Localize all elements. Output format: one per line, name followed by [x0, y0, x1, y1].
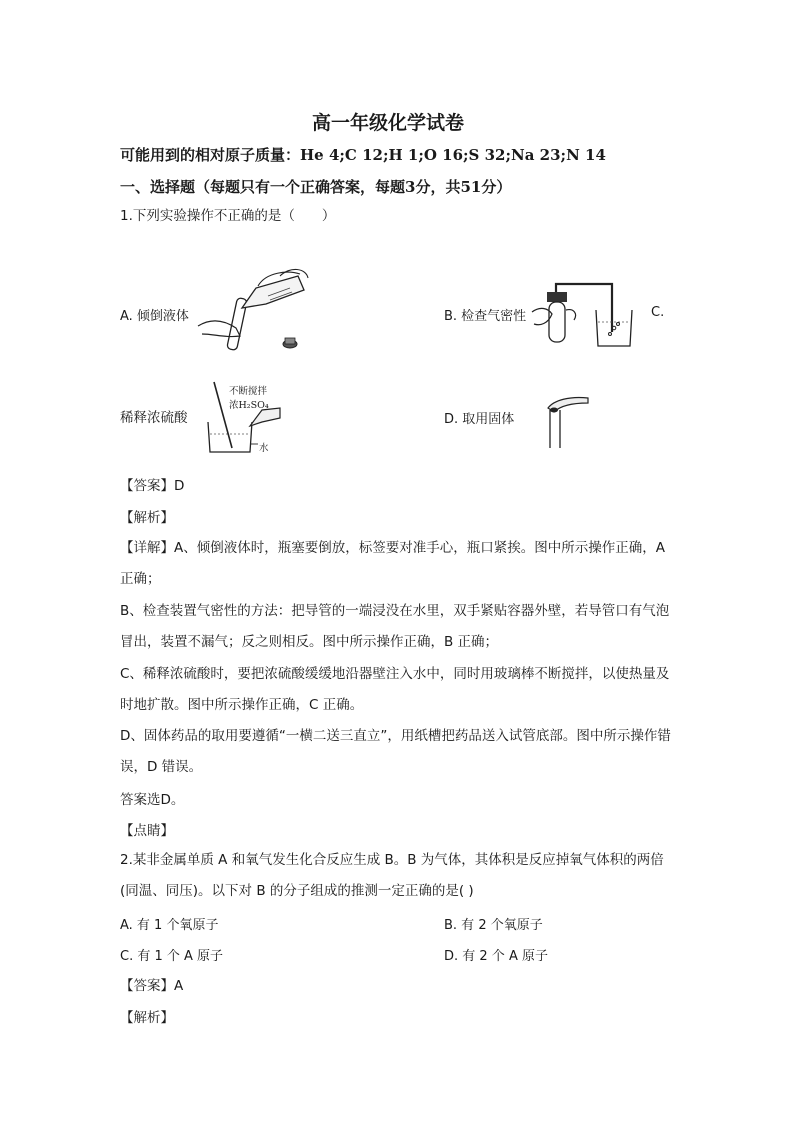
q1-option-c-letter: C. — [651, 305, 665, 320]
q1-answer — [120, 476, 184, 496]
figure-label-acid: 浓H₂SO₄ — [229, 400, 269, 411]
q2-stem: 2.某非金属单质 A 和氧气发生化合反应生成 B。B 为气体，其体积是反应掉氧气体积的两倍(同温、同压)。以下对 B 的分子组成的推测一定正确的是( ) — [120, 852, 664, 899]
q1-comment-tag: 【点睛】 — [120, 823, 174, 839]
answer-value: D — [174, 478, 185, 494]
q1-conclusion: 答案选D。 — [120, 792, 185, 808]
q1-detail-d: D、固体药品的取用要遵循“一横二送三直立”，用纸槽把药品送入试管底部。图中所示操作错误，D 错误。 — [120, 728, 671, 775]
q2-option-b: B. 有 2 个氧原子 — [444, 918, 543, 933]
atomic-masses-line: 可能用到的相对原子质量：He 4;C 12;H 1;O 16;S 32;Na 23;N 14 — [120, 146, 606, 164]
q1-detail-b: B、检查装置气密性的方法：把导管的一端浸没在水里，双手紧贴容器外壁，若导管口有气泡冒出，装置不漏气；反之则相反。图中所示操作正确，B 正确； — [120, 603, 670, 650]
q1-stem: 1.下列实验操作不正确的是（ ） — [120, 208, 336, 224]
answer-value: A — [174, 978, 184, 994]
q2-answer — [120, 976, 183, 996]
detail-text-a: A、倾倒液体时，瓶塞要倒放，标签要对准手心，瓶口紧挨。图中所示操作正确，A 正确； — [120, 540, 665, 587]
take-solid-figure — [544, 394, 594, 450]
q1-option-d: D. 取用固体 — [444, 412, 515, 427]
section-heading: 一、选择题（每题只有一个正确答案，每题3分，共51分） — [120, 178, 512, 196]
q1-detail-a — [120, 533, 680, 595]
airtightness-check-figure — [530, 280, 640, 350]
page-title: 高一年级化学试卷 — [312, 112, 465, 134]
answer-tag: 【答案】 — [120, 478, 174, 494]
figure-label-water: 水 — [259, 443, 269, 454]
pouring-liquid-figure — [196, 268, 311, 352]
q1-option-b: B. 检查气密性 — [444, 309, 527, 324]
q2-option-d: D. 有 2 个 A 原子 — [444, 949, 548, 964]
q2-option-c: C. 有 1 个 A 原子 — [120, 949, 224, 964]
q1-detail-c: C、稀释浓硫酸时，要把浓硫酸缓缓地沿器壁注入水中，同时用玻璃棒不断搅拌，以使热量及时地扩散。图中所示操作正确，C 正确。 — [120, 666, 670, 713]
q1-option-a: A. 倾倒液体 — [120, 309, 189, 324]
q2-analysis-tag: 【解析】 — [120, 1010, 174, 1026]
q1-option-c-text: 稀释浓硫酸 — [120, 410, 188, 426]
figure-label-stirring: 不断搅拌 — [229, 386, 268, 397]
answer-tag: 【答案】 — [120, 978, 174, 994]
detail-tag: 【详解】 — [120, 540, 174, 556]
q1-analysis-tag: 【解析】 — [120, 510, 174, 526]
q2-option-a: A. 有 1 个氧原子 — [120, 918, 219, 933]
